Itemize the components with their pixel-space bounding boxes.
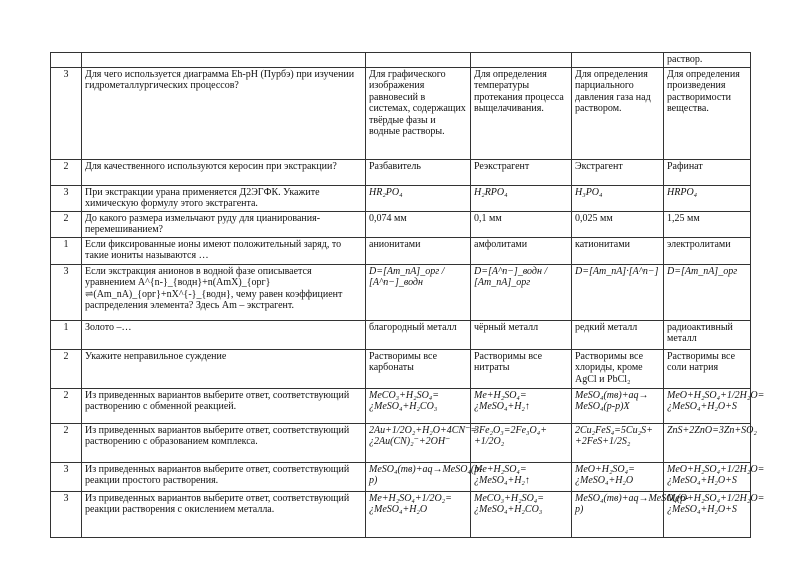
answer-a-cell: D=[Am_nA]_орг / [A^n−]_водн: [366, 264, 471, 320]
question-cell: Из приведенных вариантов выберите ответ, соответствующий растворению с обменной реакцией.: [82, 388, 366, 423]
table-row: [51, 349, 751, 388]
row-number-cell: 3: [51, 185, 82, 211]
question-cell: До какого размера измельчают руду для цианирования-перемешиванием?: [82, 211, 366, 237]
table-row: [51, 462, 751, 491]
question-cell: Из приведенных вариантов выберите ответ, соответствующий растворению с образованием комплекса.: [82, 423, 366, 462]
answer-d-cell: Рафинат: [664, 159, 751, 185]
answer-c-cell: MeSO₄(тв)+aq→MeSO₄(р-р): [572, 491, 664, 537]
table-row: [51, 388, 751, 423]
answer-a-cell: анионитами: [366, 237, 471, 264]
answer-d-cell: D=[Am_nA]_орг: [664, 264, 751, 320]
answer-a-cell: Для графического изображения равновесий в системах, содержащих твёрдые фазы и водные растворы.: [366, 67, 471, 159]
question-cell: Для качественного используются керосин при экстракции?: [82, 159, 366, 185]
answer-b-cell: Me+H₂SO₄= ¿MeSO₄+H₂↑: [471, 388, 572, 423]
answer-b-cell: MeCO₃+H₂SO₄= ¿MeSO₄+H₂CO₃: [471, 491, 572, 537]
table-row: [51, 491, 751, 537]
answer-b-cell: 3Fe₂O₃=2Fe₃O₄+ +1/2O₂: [471, 423, 572, 462]
answer-d-cell: 1,25 мм: [664, 211, 751, 237]
question-cell: Для чего используется диаграмма Eh-pH (Пурбэ) при изучении гидрометаллургических процессов?: [82, 67, 366, 159]
question-cell: Из приведенных вариантов выберите ответ, соответствующий реакции простого растворения.: [82, 462, 366, 491]
question-cell: Укажите неправильное суждение: [82, 349, 366, 388]
answer-b-cell: Реэкстрагент: [471, 159, 572, 185]
answer-a-cell: Растворимы все карбонаты: [366, 349, 471, 388]
table-row: [51, 237, 751, 264]
table-row: [51, 185, 751, 211]
answer-c-cell: 2Cu₂FeS₄=5Cu₂S+ +2FeS+1/2S₂: [572, 423, 664, 462]
answer-b-cell: чёрный металл: [471, 320, 572, 349]
answer-d-cell: MeO+H₂SO₄+1/2H₂O= ¿MeSO₄+H₂O+S: [664, 462, 751, 491]
row-number-cell: 3: [51, 264, 82, 320]
answer-c-cell: редкий металл: [572, 320, 664, 349]
quiz-table: [50, 52, 765, 538]
answer-d-cell: Для определения произведения растворимости вещества.: [664, 67, 751, 159]
question-cell: Золото –…: [82, 320, 366, 349]
row-number-cell: 2: [51, 159, 82, 185]
answer-b-cell: Для определения температуры протекания процесса выщелачивания.: [471, 67, 572, 159]
answer-d-cell: ZnS+2ZnO=3Zn+SO₂: [664, 423, 751, 462]
answer-c-cell: H₃PO₄: [572, 185, 664, 211]
answer-c-cell: MeO+H₂SO₄= ¿MeSO₄+H₂O: [572, 462, 664, 491]
table-row: [51, 53, 751, 68]
answer-d-cell: MeO+H₂SO₄+1/2H₂O= ¿MeSO₄+H₂O+S: [664, 491, 751, 537]
answer-c-cell: Для определения парциального давления газа над раствором.: [572, 67, 664, 159]
answer-b-cell: Me+H₂SO₄= ¿MeSO₄+H₂↑: [471, 462, 572, 491]
answer-b-cell: D=[A^n−]_водн / [Am_nA]_орг: [471, 264, 572, 320]
row-number-cell: 1: [51, 237, 82, 264]
question-cell: [82, 53, 366, 68]
row-number-cell: 3: [51, 462, 82, 491]
answer-b-cell: H₂RPO₄: [471, 185, 572, 211]
row-number-cell: 3: [51, 491, 82, 537]
answer-c-cell: D=[Am_nA]·[A^n−]: [572, 264, 664, 320]
answer-d-cell: радиоактивный металл: [664, 320, 751, 349]
answer-c-cell: [572, 53, 664, 68]
table-row: [51, 320, 751, 349]
answer-b-cell: амфолитами: [471, 237, 572, 264]
answer-d-cell: электролитами: [664, 237, 751, 264]
answer-b-cell: Растворимы все нитраты: [471, 349, 572, 388]
table-row: [51, 211, 751, 237]
answer-a-cell: благородный металл: [366, 320, 471, 349]
table-row: [51, 159, 751, 185]
answer-a-cell: MeSO₄(тв)+aq→MeSO₄(р-р): [366, 462, 471, 491]
table-row: [51, 423, 751, 462]
table-row: [51, 67, 751, 159]
answer-d-cell: MeO+H₂SO₄+1/2H₂O= ¿MeSO₄+H₂O+S: [664, 388, 751, 423]
answer-a-cell: 2Au+1/2O₂+H₂O+4CN⁻= ¿2Au(CN)₂⁻+2OH⁻: [366, 423, 471, 462]
answer-c-cell: 0,025 мм: [572, 211, 664, 237]
question-cell: Из приведенных вариантов выберите ответ, соответствующий реакции растворения с окислением металла.: [82, 491, 366, 537]
answer-d-cell: раствор.: [664, 53, 751, 68]
answer-a-cell: [366, 53, 471, 68]
answer-b-cell: [471, 53, 572, 68]
answer-c-cell: MeSO₄(тв)+aq→ MeSO₄(р-р)X: [572, 388, 664, 423]
answer-c-cell: Экстрагент: [572, 159, 664, 185]
question-cell: Если экстракция анионов в водной фазе описывается уравнением A^{n-}_{водн}+n(AmX)_{орг}⇌(Am_nA)_{орг}+nX^{-}_{водн}, чему равен коэффициент распределения элемента? Здесь Am – экстрагент.: [82, 264, 366, 320]
answer-a-cell: HR₂PO₄: [366, 185, 471, 211]
row-number-cell: 1: [51, 320, 82, 349]
table-row: [51, 264, 751, 320]
answer-a-cell: 0,074 мм: [366, 211, 471, 237]
row-number-cell: 2: [51, 349, 82, 388]
row-number-cell: 2: [51, 388, 82, 423]
answer-c-cell: катионитами: [572, 237, 664, 264]
answer-a-cell: MeCO₃+H₂SO₄= ¿MeSO₄+H₂CO₃: [366, 388, 471, 423]
row-number-cell: 2: [51, 211, 82, 237]
row-number-cell: 3: [51, 67, 82, 159]
answer-d-cell: Растворимы все соли натрия: [664, 349, 751, 388]
question-cell: Если фиксированные ионы имеют положительный заряд, то такие иониты называются …: [82, 237, 366, 264]
answer-a-cell: Разбавитель: [366, 159, 471, 185]
answer-c-cell: Растворимы все хлориды, кроме AgCl и PbCl₂: [572, 349, 664, 388]
row-number-cell: [51, 53, 82, 68]
answer-a-cell: Me+H₂SO₄+1/2O₂= ¿MeSO₄+H₂O: [366, 491, 471, 537]
answer-d-cell: HRPO₄: [664, 185, 751, 211]
answer-b-cell: 0,1 мм: [471, 211, 572, 237]
row-number-cell: 2: [51, 423, 82, 462]
question-cell: При экстракции урана применяется Д2ЭГФК. Укажите химическую формулу этого экстрагента.: [82, 185, 366, 211]
